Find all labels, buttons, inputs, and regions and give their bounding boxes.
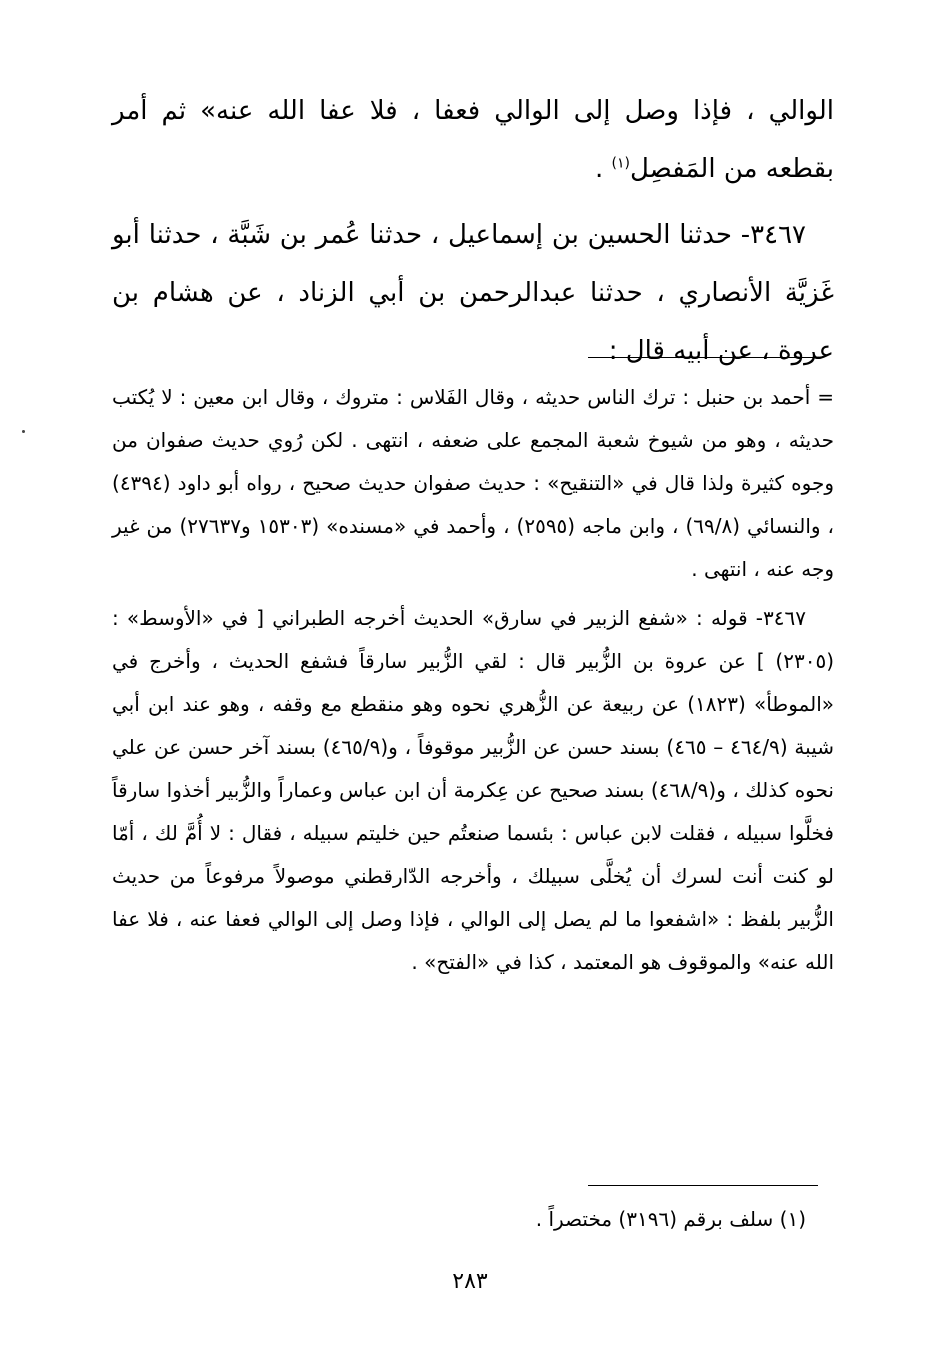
footnotes (112, 1198, 834, 1241)
main-paragraph-1 (112, 82, 834, 198)
footnote-1: (١) سلف برقم (٣١٩٦) مختصراً . (535, 1207, 806, 1231)
commentary-block (112, 376, 834, 984)
main-paragraph-1-text: الوالي ، فإذا وصل إلى الوالي فعفا ، فلا عفا الله عنه» ثم أمر بقطعه من المَفصِل (112, 96, 834, 184)
main-paragraph-1-end: . (594, 154, 612, 184)
margin-dot (22, 430, 25, 433)
main-text (112, 82, 834, 380)
commentary-paragraph-1: = أحمد بن حنبل : ترك الناس حديثه ، وقال الفَلاس : متروك ، وقال ابن معين : لا يُكتب حديثه ، وهو من شيوخ شعبة المجمع على ضعفه ، انتهى . لكن رُوي حديث صفوان من وجوه كثيرة ولذا قال في «التنقيح» : حديث صفوان حديث صحيح ، رواه أبو داود (٤٣٩٤) ، والنسائي (٦٩/٨) ، وابن ماجه (٢٥٩٥) ، وأحمد في «مسنده» (١٥٣٠٣ و٢٧٦٣٧) من غير وجه عنه ، انتهى . (112, 385, 834, 581)
footnote-reference[interactable]: (١) (611, 155, 630, 172)
commentary-paragraph-2: ٣٤٦٧- قوله : «شفع الزبير في سارق» الحديث أخرجه الطبراني [ في «الأوسط» : (٢٣٠٥) ] عن عروة بن الزُّبير قال : لقي الزُّبير سارقاً فشفع الحديث ، وأخرج في «الموطأ» (١٨٢٣) عن ربيعة عن الزُّهري نحوه وهو منقطع مع وقفه ، وهو عند ابن أبي شيبة (٤٦٤/٩ – ٤٦٥) بسند حسن عن الزُّبير موقوفاً ، و(٤٦٥/٩) بسند آخر حسن عن علي نحوه كذلك ، و(٤٦٨/٩) بسند صحيح عن عِكرمة أن ابن عباس وعماراً والزُّبير أخذوا سارقاً فخلَّوا سبيله ، فقلت لابن عباس : بئسما صنعتُم حين خليتم سبيله ، فقال : لا أُمَّ لك ، أمّا لو كنت أنت لسرك أن يُخلَّى سبيلك ، وأخرجه الدّارقطني موصولاً مرفوعاً من حديث الزُّبير بلفظ : «اشفعوا ما لم يصل إلى الوالي ، فإذا وصل إلى الوالي فعفا عنه ، فلا عفا الله عنه» والموقوف هو المعتمد ، كذا في «الفتح» . (112, 606, 834, 974)
page-number: ٢٨٣ (452, 1269, 488, 1294)
commentary-separator (588, 357, 818, 358)
footnote-separator (588, 1185, 818, 1186)
main-paragraph-2: ٣٤٦٧- حدثنا الحسين بن إسماعيل ، حدثنا عُمر بن شَبَّة ، حدثنا أبو غَزيَّة الأنصاري ، حدثنا عبدالرحمن بن أبي الزناد ، عن هشام بن عروة ، عن أبيه قال : (112, 220, 834, 366)
